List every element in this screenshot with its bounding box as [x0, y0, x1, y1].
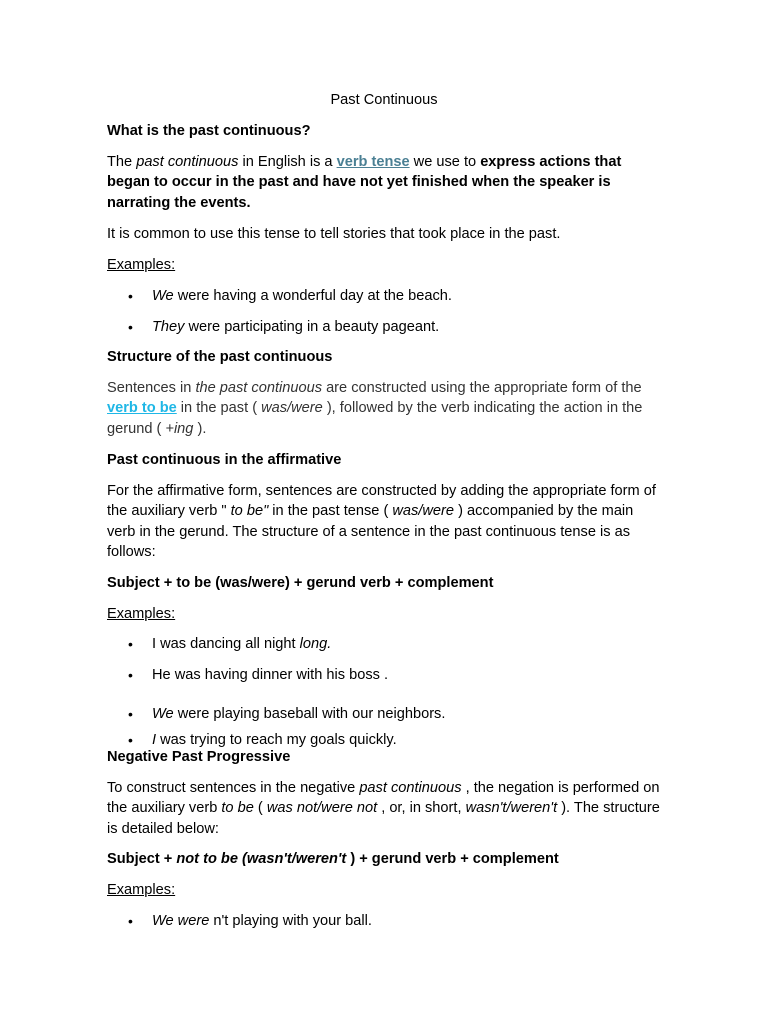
verb-to-be-link[interactable]: verb to be: [107, 400, 177, 417]
structure-formula: Subject + to be (was/were) + gerund verb + complement: [107, 575, 494, 591]
paragraph-structure: Sentences in the past continuous are constructed using the appropriate form of the verb to be in the past ( was/were ), followed by the verb indicating the action in the gerund ( +ing ).: [107, 380, 643, 437]
section-heading: Structure of the past continuous: [107, 349, 333, 365]
paragraph-usage: It is common to use this tense to tell stories that took place in the past.: [107, 226, 561, 242]
bullet-icon: •: [128, 288, 133, 304]
bullet-icon: •: [128, 667, 133, 683]
paragraph-affirmative: For the affirmative form, sentences are constructed by adding the appropriate form of the auxiliary verb " to be" in the past tense ( was/were ) accompanied by the main verb in the gerund. The structure of a sentence in the past continuous tense is as follows:: [107, 483, 656, 560]
verb-tense-link[interactable]: verb tense: [336, 154, 410, 170]
section-heading: Negative Past Progressive: [107, 749, 291, 765]
section-heading: Past continuous in the affirmative: [107, 452, 342, 468]
structure-formula: Subject + not to be (wasn't/weren't ) + gerund verb + complement: [107, 851, 559, 867]
paragraph-negative: To construct sentences in the negative past continuous , the negation is performed on the auxiliary verb to be ( was not/were not , or, in short, wasn't/weren't ). The structure is detailed below:: [107, 780, 660, 837]
paragraph-definition: The past continuous in English is a verb tense we use to express actions that began to occur in the past and have not yet finished when the speaker is narrating the events.: [107, 154, 622, 211]
bullet-icon: •: [128, 913, 133, 929]
bullet-icon: •: [128, 732, 133, 748]
page-title: Past Continuous: [330, 92, 438, 108]
bullet-icon: •: [128, 319, 133, 335]
bullet-icon: •: [128, 706, 133, 722]
examples-label: Examples:: [107, 257, 176, 273]
examples-label: Examples:: [107, 882, 176, 898]
section-heading: What is the past continuous?: [107, 123, 311, 139]
bullet-icon: •: [128, 636, 133, 652]
examples-label: Examples:: [107, 606, 176, 622]
